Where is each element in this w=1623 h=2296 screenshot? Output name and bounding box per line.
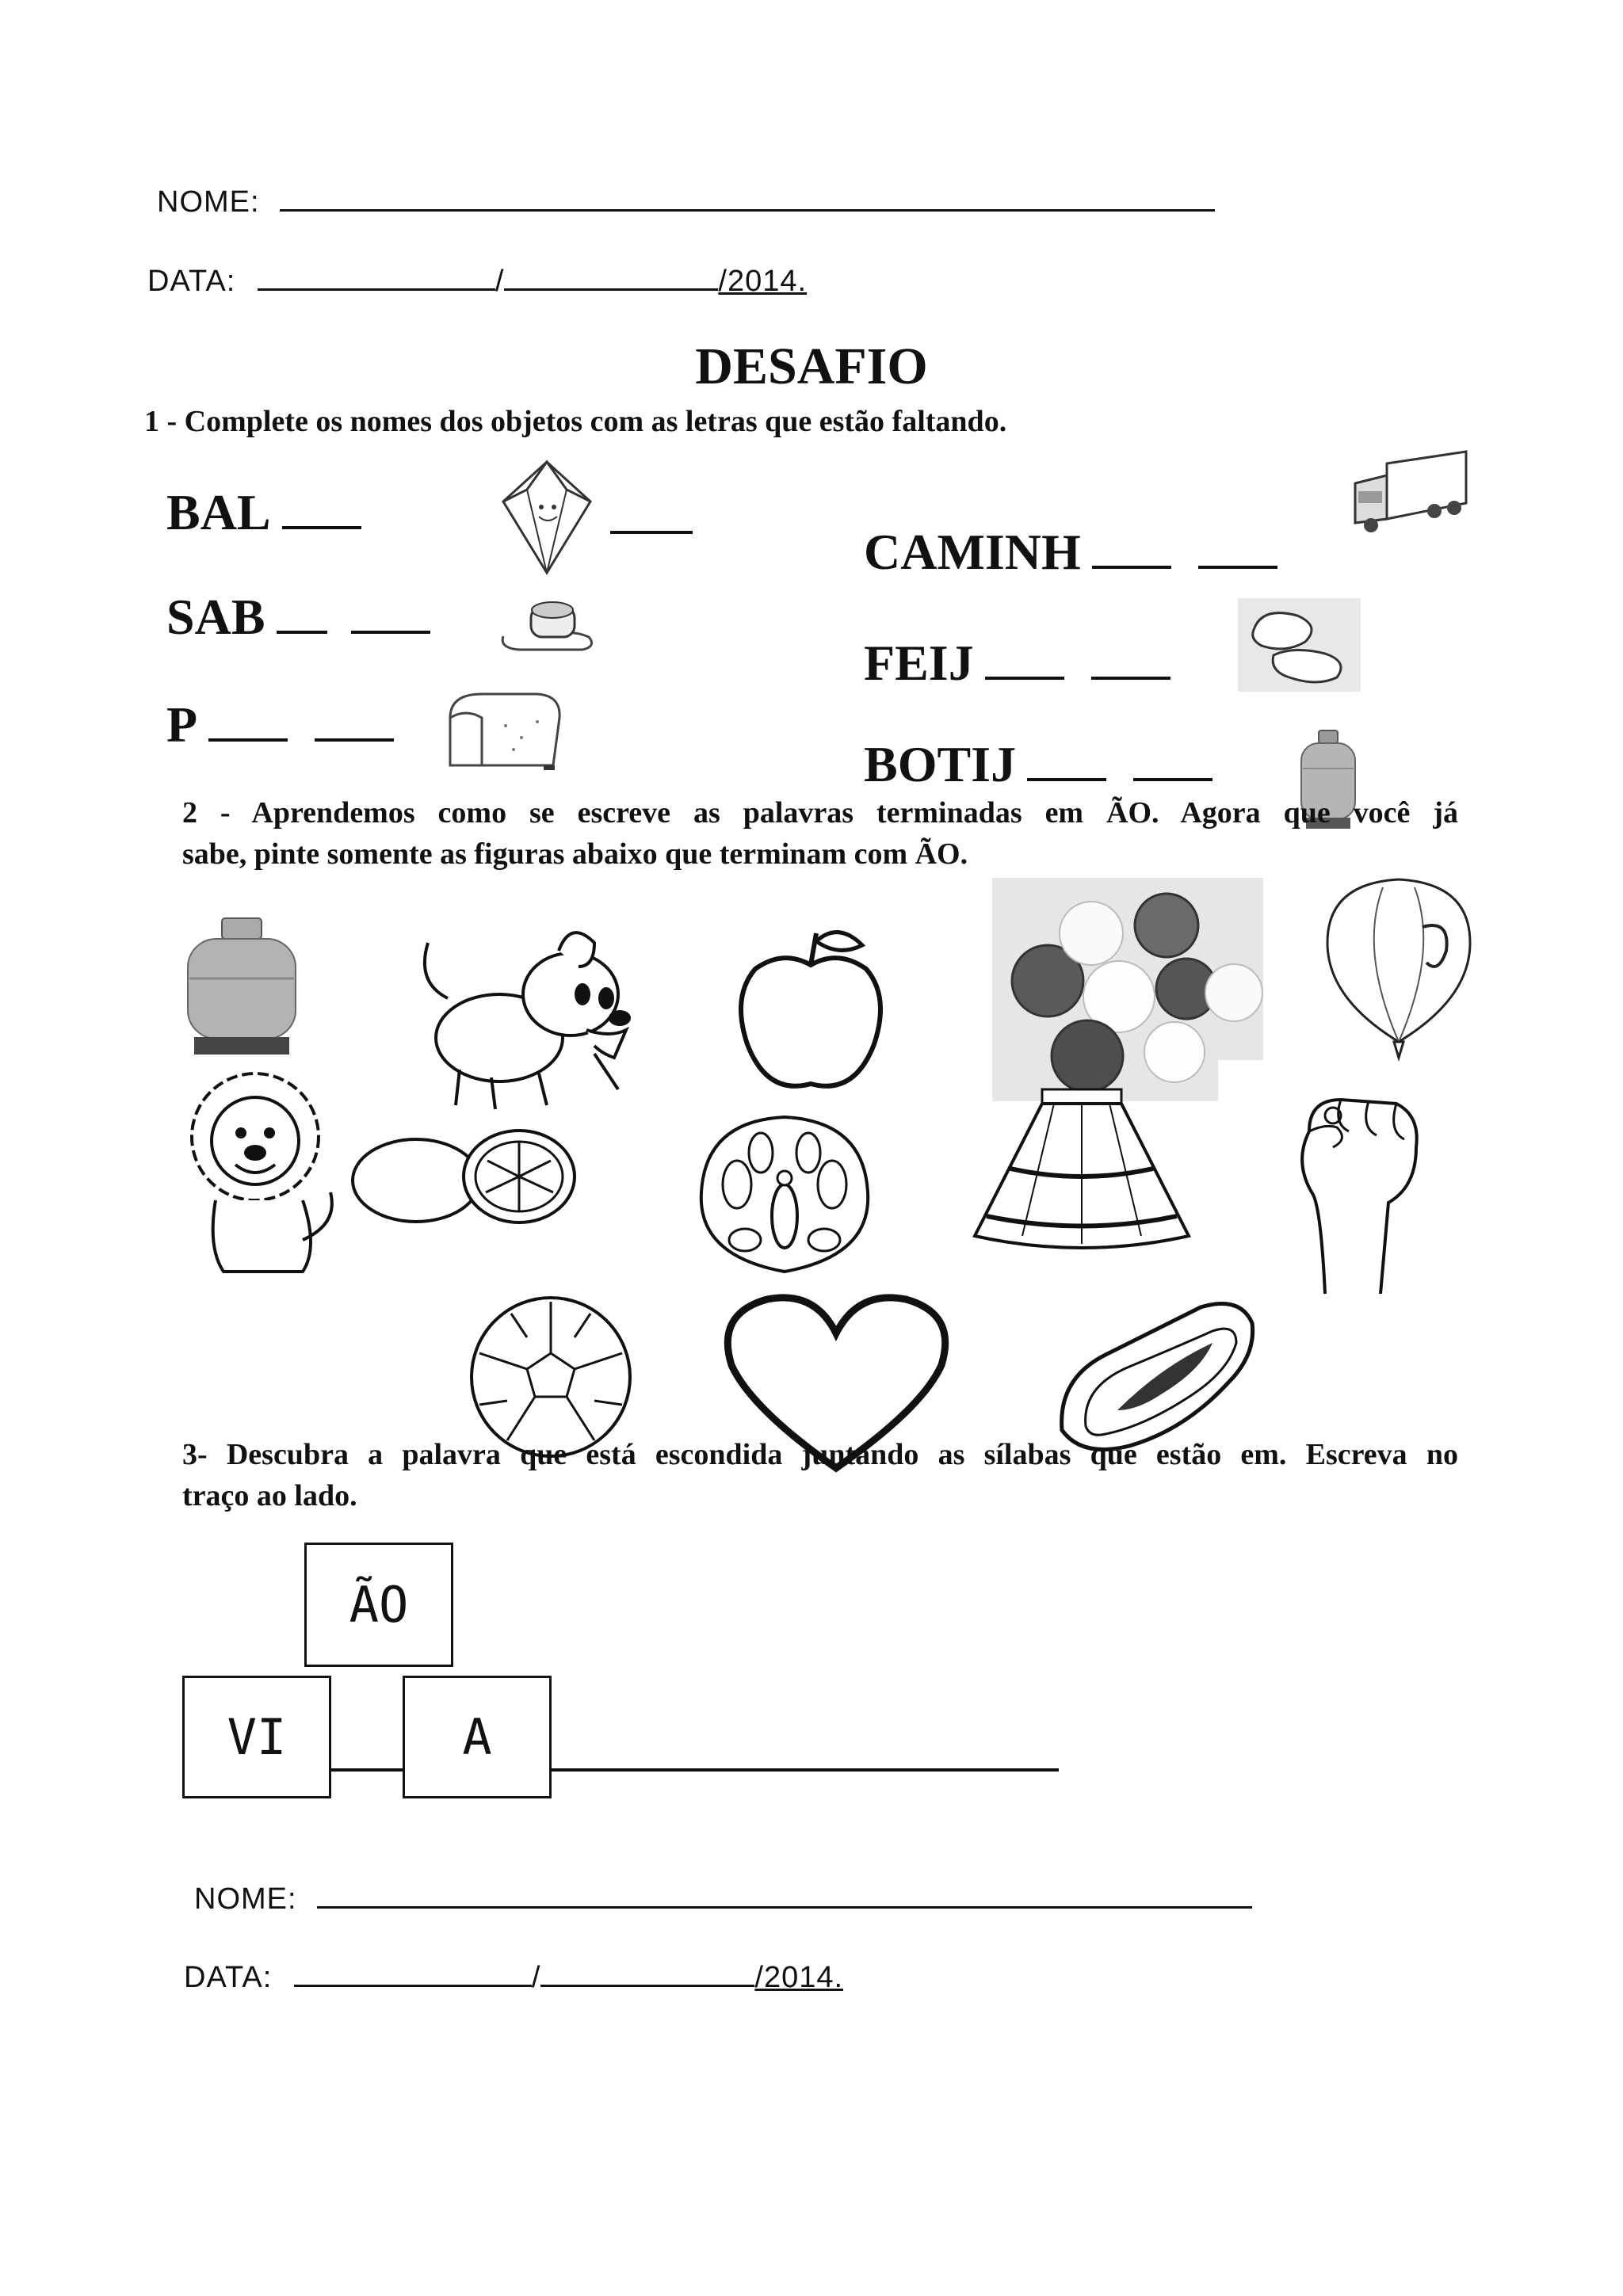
date-separator: / bbox=[495, 265, 505, 298]
blank[interactable] bbox=[985, 645, 1064, 680]
word-sab-label: SAB bbox=[166, 589, 265, 645]
name-line-bottom bbox=[194, 1882, 1252, 1917]
name-line-top bbox=[157, 185, 1215, 219]
date-year: /2014. bbox=[718, 265, 808, 298]
blank[interactable] bbox=[282, 494, 361, 529]
name-label: NOME: bbox=[194, 1882, 297, 1916]
q2-instruction-line-1: 2 - Aprendemos como se escreve as palavras terminadas em ÃO. Agora que você já bbox=[182, 796, 1458, 830]
balloon-icon[interactable] bbox=[1312, 871, 1486, 1070]
word-feij bbox=[864, 634, 1170, 692]
day-blank[interactable] bbox=[258, 265, 495, 291]
diamond-icon bbox=[495, 458, 598, 577]
soap-icon bbox=[495, 593, 598, 656]
word-bal-label: BAL bbox=[166, 484, 271, 540]
apple-icon[interactable] bbox=[727, 925, 894, 1104]
peacock-icon[interactable] bbox=[689, 1113, 880, 1287]
date-line-bottom bbox=[184, 1961, 843, 1995]
blank[interactable] bbox=[1133, 746, 1212, 781]
lemon-icon[interactable] bbox=[349, 1113, 586, 1232]
word-botij-label: BOTIJ bbox=[864, 736, 1017, 792]
q1-instruction: 1 - Complete os nomes dos objetos com as letras que estão faltando. bbox=[144, 405, 1007, 438]
name-blank[interactable] bbox=[280, 185, 1215, 212]
q2-instruction-line-2: sabe, pinte somente as figuras abaixo que terminam com ÃO. bbox=[182, 837, 968, 871]
q3-instruction-line-2: traço ao lado. bbox=[182, 1479, 357, 1512]
month-blank[interactable] bbox=[504, 265, 718, 291]
syllable-box-a: A bbox=[403, 1676, 552, 1798]
word-botij bbox=[864, 735, 1212, 794]
date-label: DATA: bbox=[147, 265, 236, 298]
word-feij-label: FEIJ bbox=[864, 635, 974, 691]
word-sab bbox=[166, 588, 430, 646]
puppy-icon[interactable] bbox=[412, 919, 650, 1113]
blank[interactable] bbox=[277, 599, 327, 634]
word-bal bbox=[166, 483, 361, 542]
date-line-top bbox=[147, 265, 807, 299]
word-caminh bbox=[864, 523, 1277, 582]
bean-icon bbox=[1238, 598, 1361, 692]
bread-icon bbox=[434, 686, 569, 773]
blank[interactable] bbox=[1092, 534, 1171, 569]
truck-icon bbox=[1347, 448, 1474, 535]
page-title: DESAFIO bbox=[695, 338, 928, 395]
fist-icon[interactable] bbox=[1277, 1084, 1428, 1298]
blank[interactable] bbox=[1091, 645, 1170, 680]
word-caminh-label: CAMINH bbox=[864, 524, 1081, 580]
q2-instruction bbox=[182, 792, 1458, 875]
word-p-label: P bbox=[166, 696, 198, 753]
blank[interactable] bbox=[208, 707, 288, 742]
name-blank[interactable] bbox=[317, 1882, 1252, 1909]
date-separator: / bbox=[531, 1961, 541, 1994]
q3-instruction-line-1: 3- Descubra a palavra que está escondida juntando as sílabas que estão em. Escreva no bbox=[182, 1438, 1458, 1471]
blank[interactable] bbox=[1198, 534, 1277, 569]
date-year: /2014. bbox=[754, 1961, 844, 1994]
gas-cylinder-icon[interactable] bbox=[178, 915, 305, 1058]
syllable-box-vi: VI bbox=[182, 1676, 331, 1798]
papaya-icon[interactable] bbox=[1050, 1291, 1260, 1458]
answer-line[interactable] bbox=[552, 1768, 1059, 1772]
blank[interactable] bbox=[315, 707, 394, 742]
month-blank[interactable] bbox=[540, 1961, 754, 1987]
q3-instruction bbox=[182, 1434, 1458, 1516]
day-blank[interactable] bbox=[294, 1961, 532, 1987]
buttons-photo[interactable] bbox=[992, 878, 1263, 1101]
name-label: NOME: bbox=[157, 185, 260, 219]
word-p bbox=[166, 696, 394, 754]
lion-icon[interactable] bbox=[184, 1066, 342, 1280]
date-label: DATA: bbox=[184, 1961, 273, 1994]
connector-line bbox=[331, 1768, 403, 1772]
skirt-icon[interactable] bbox=[967, 1085, 1197, 1256]
syllable-box-ao: ÃO bbox=[304, 1543, 453, 1667]
blank[interactable] bbox=[610, 531, 693, 534]
blank[interactable] bbox=[351, 599, 430, 634]
blank[interactable] bbox=[1027, 746, 1106, 781]
